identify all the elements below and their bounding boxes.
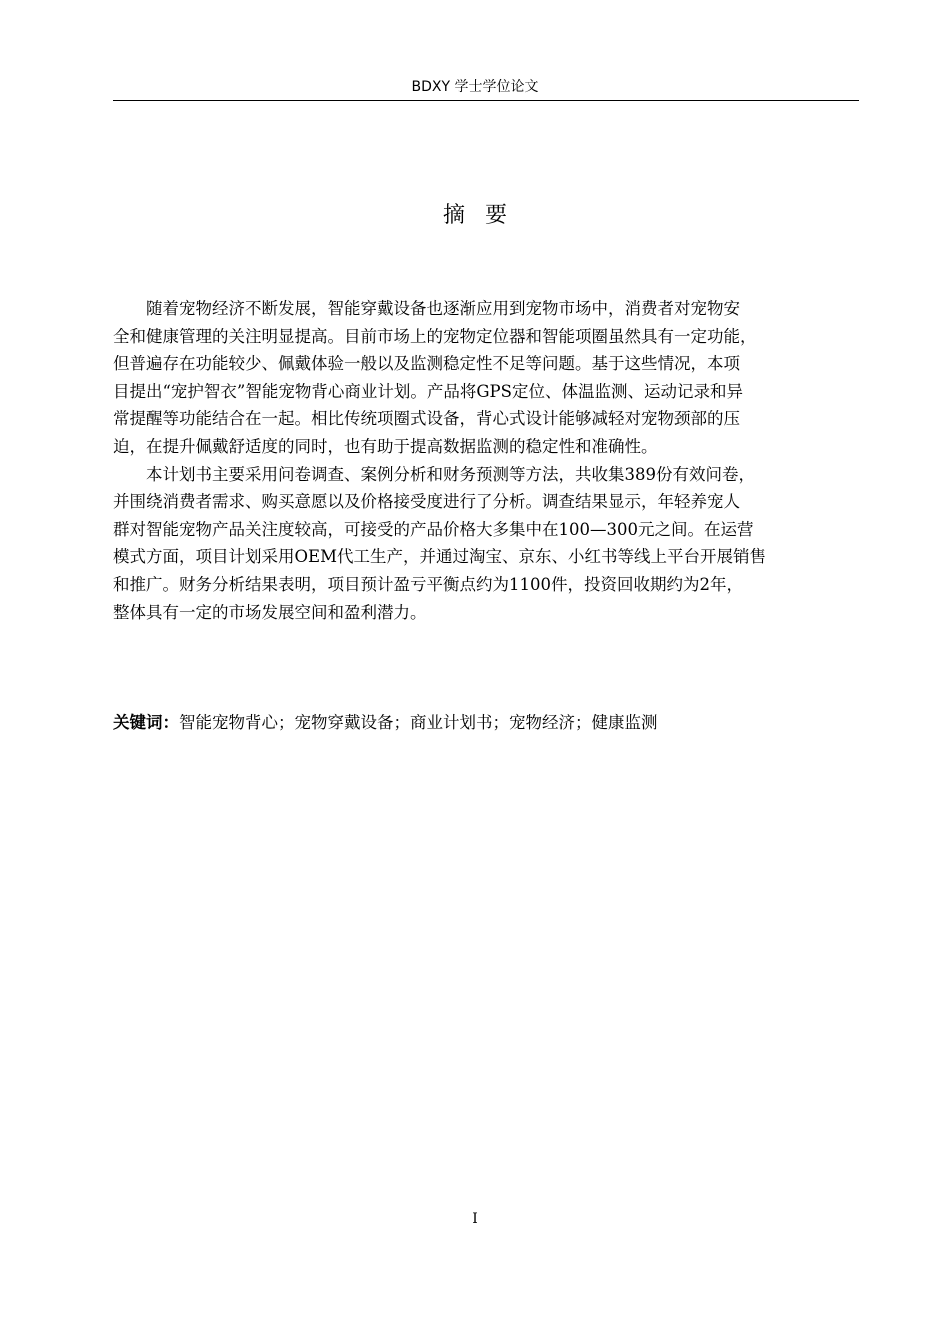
keywords-line	[113, 709, 859, 736]
header-rule	[113, 100, 859, 101]
abstract-title: 摘要	[442, 203, 527, 228]
abstract-body	[113, 295, 859, 626]
abstract-paragraph-2: 本计划书主要采用问卷调查、案例分析和财务预测等方法，共收集389份有效问卷， 并围绕消费者需求、购买意愿以及价格接受度进行了分析。调查结果显示，年轻养宠人 群对智能宠物产品关注度较高，可接受的产品价格大多集中在100—300元之间。在运营 模式方面，项目计划采用OEM代工生产，并通过淘宝、京东、小红书等线上平台开展销售 和推广。财务分析结果表明，项目预计盈亏平衡点约为1100件，投资回收期约为2年， 整体具有一定的市场发展空间和盈利潜力。	[113, 464, 766, 622]
keywords-text: 智能宠物背心；宠物穿戴设备；商业计划书；宠物经济；健康监测	[179, 713, 658, 732]
abstract-paragraph-1: 随着宠物经济不断发展，智能穿戴设备也逐渐应用到宠物市场中，消费者对宠物安 全和健康管理的关注明显提高。目前市场上的宠物定位器和智能项圈虽然具有一定功能， 但普遍存在功能较少、佩戴体验一般以及监测稳定性不足等问题。基于这些情况，本项 目提出“宠护智衣”智能宠物背心商业计划。产品将GPS定位、体温监测、运动记录和异 常提醒等功能结合在一起。相比传统项圈式设备，背心式设计能够减轻对宠物颈部的压 迫，在提升佩戴舒适度的同时，也有助于提高数据监测的稳定性和准确性。	[113, 299, 757, 456]
keywords-label: 关键词：	[113, 713, 179, 732]
page-number: I	[472, 1211, 478, 1227]
running-header: BDXY 学士学位论文	[411, 79, 539, 95]
